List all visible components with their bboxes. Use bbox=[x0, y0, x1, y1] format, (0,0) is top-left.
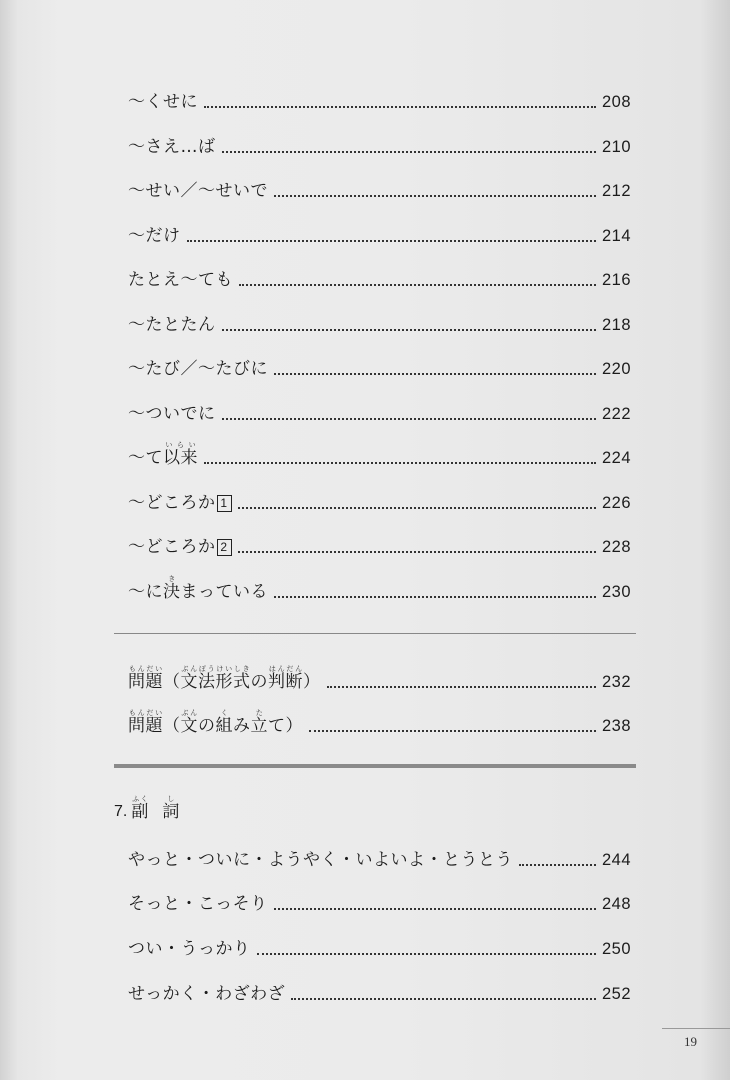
furigana: た bbox=[250, 709, 268, 717]
entry-label: 〜たび／〜たびに bbox=[128, 359, 268, 379]
leader-dots bbox=[327, 686, 596, 688]
toc-entry bbox=[128, 169, 631, 201]
leader-dots bbox=[238, 507, 596, 509]
section-divider bbox=[114, 633, 636, 634]
entry-label: 〜せい／〜せいで bbox=[128, 181, 268, 201]
toc-entry bbox=[128, 214, 631, 246]
entry-label: 〜さえ…ば bbox=[128, 137, 216, 157]
toc-entry bbox=[128, 80, 631, 112]
leader-dots bbox=[274, 596, 596, 598]
leader-dots bbox=[187, 240, 596, 242]
leader-dots bbox=[519, 864, 596, 866]
entry-label: 〜ついでに bbox=[128, 404, 216, 424]
toc-entry bbox=[128, 972, 631, 1004]
furigana: し bbox=[162, 795, 180, 803]
entry-label: 〜たとたん bbox=[128, 315, 216, 335]
toc-entry bbox=[128, 392, 631, 424]
chapter-divider bbox=[114, 764, 636, 768]
entry-page: 230 bbox=[601, 583, 631, 601]
toc-entry bbox=[128, 481, 631, 513]
variant-number-box: 2 bbox=[217, 539, 232, 556]
leader-dots bbox=[291, 998, 596, 1000]
furigana: もんだい bbox=[128, 709, 163, 717]
furigana: き bbox=[163, 575, 181, 583]
toc-entry bbox=[128, 258, 631, 290]
variant-number-box: 1 bbox=[217, 495, 232, 512]
entry-page: 214 bbox=[601, 227, 631, 245]
furigana: はんだん bbox=[268, 665, 303, 673]
entry-page: 208 bbox=[601, 93, 631, 111]
entry-label: 〜くせに bbox=[128, 92, 198, 112]
leader-dots bbox=[204, 106, 596, 108]
section-number: 7. bbox=[114, 803, 128, 820]
entry-page: 222 bbox=[601, 405, 631, 423]
entry-label: せっかく・わざわざ bbox=[128, 984, 286, 1004]
entry-page: 228 bbox=[601, 538, 631, 556]
toc-entry bbox=[128, 347, 631, 379]
entry-label: つい・うっかり bbox=[128, 939, 251, 959]
furigana: ふく bbox=[131, 795, 149, 803]
leader-dots bbox=[274, 195, 596, 197]
entry-page: 232 bbox=[601, 673, 631, 691]
leader-dots bbox=[222, 151, 596, 153]
leader-dots bbox=[239, 284, 596, 286]
toc-entry bbox=[128, 525, 631, 557]
entry-page: 216 bbox=[601, 271, 631, 289]
entry-page: 212 bbox=[601, 182, 631, 200]
entry-label: 〜どころか 2 bbox=[128, 537, 232, 557]
section-title-part: 副ふく bbox=[131, 795, 149, 822]
entry-label: 〜どころか 1 bbox=[128, 493, 232, 513]
entry-page: 210 bbox=[601, 138, 631, 156]
entry-label: 〜に決きまっている bbox=[128, 575, 268, 602]
entry-page: 250 bbox=[601, 940, 631, 958]
toc-entry bbox=[128, 927, 631, 959]
leader-dots bbox=[204, 462, 596, 464]
toc-entry-exercise bbox=[128, 660, 631, 692]
entry-page: 218 bbox=[601, 316, 631, 334]
leader-dots bbox=[274, 373, 596, 375]
leader-dots bbox=[257, 953, 596, 955]
furigana: ぶんぽう bbox=[180, 665, 216, 673]
toc-entry bbox=[128, 882, 631, 914]
folio-rule bbox=[662, 1028, 730, 1029]
leader-dots bbox=[238, 551, 596, 553]
toc-entry bbox=[128, 436, 631, 468]
furigana: けいしき bbox=[215, 665, 251, 673]
furigana: もんだい bbox=[128, 665, 163, 673]
leader-dots bbox=[309, 730, 596, 732]
section-heading bbox=[114, 786, 179, 822]
toc-entry bbox=[128, 125, 631, 157]
furigana: く bbox=[215, 709, 233, 717]
entry-page: 220 bbox=[601, 360, 631, 378]
entry-label: そっと・こっそり bbox=[128, 894, 268, 914]
leader-dots bbox=[222, 329, 596, 331]
entry-page: 226 bbox=[601, 494, 631, 512]
entry-page: 248 bbox=[601, 895, 631, 913]
entry-label: やっと・ついに・ようやく・いよいよ・とうとう bbox=[128, 850, 513, 870]
section-title-part: 詞し bbox=[162, 795, 180, 822]
toc-entry bbox=[128, 303, 631, 335]
entry-label: 〜て以来いらい bbox=[128, 441, 198, 468]
entry-label: たとえ〜ても bbox=[128, 270, 233, 290]
toc-entry bbox=[128, 570, 631, 602]
furigana: いらい bbox=[163, 441, 198, 449]
toc-entry-exercise bbox=[128, 704, 631, 736]
toc-entry bbox=[128, 838, 631, 870]
leader-dots bbox=[222, 418, 596, 420]
furigana: ぶん bbox=[180, 709, 198, 717]
entry-page: 224 bbox=[601, 449, 631, 467]
page-number: 19 bbox=[684, 1034, 697, 1049]
entry-label: 〜だけ bbox=[128, 226, 181, 246]
entry-page: 252 bbox=[601, 985, 631, 1003]
entry-label: 問題もんだい（文法ぶんぽう形式けいしきの判断はんだん） bbox=[128, 665, 321, 692]
entry-label: 問題もんだい（文ぶんの組くみ立たて） bbox=[128, 709, 303, 736]
leader-dots bbox=[274, 908, 596, 910]
entry-page: 244 bbox=[601, 851, 631, 869]
entry-page: 238 bbox=[601, 717, 631, 735]
